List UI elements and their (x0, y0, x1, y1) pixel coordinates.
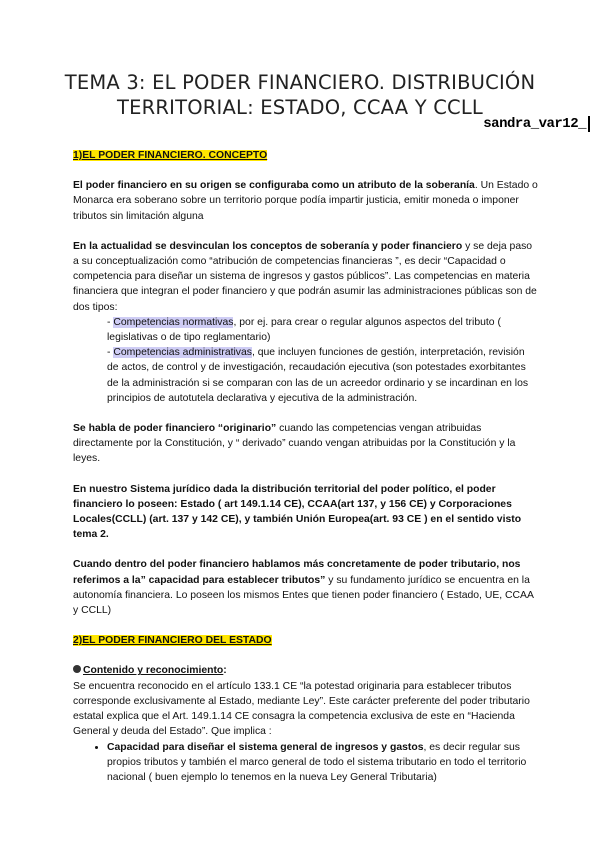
document-body (73, 148, 538, 785)
paragraph-tax-power: Cuando dentro del poder financiero hablamos más concretamente de poder tributario, nos referimos a la” capacidad para establecer tributos” y su fundamento jurídico se encuentra en la autonomía financiera. Lo poseen los mismos Entes que tienen poder financiero ( Estado, UE, CCAA y CCLL) (73, 559, 534, 617)
list-item-administrative: - Competencias administrativas, que incluyen funciones de gestión, interpretación, revisión de actos, de control y de investigación, recaudación ejecutiva (son potestades exorbitantes de la administración si se comparan con las de un acreedor ordinario y se incardinan en los principios de autotutela declarativa y ejecutiva de la administración. (107, 347, 529, 404)
paragraph-recognition: Se encuentra reconocido en el artículo 133.1 CE “la potestad originaria para establecer tributos corresponde exclusivamente al Estado, mediante Ley”. Este carácter preferente del poder tributario estatal explica que el Art. 149.1.14 CE consagra la competencia exclusiva de este en “Hacienda General y deuda del Estado”. Que implica : (73, 680, 530, 738)
author-watermark: sandra_var12_ (483, 116, 590, 132)
paragraph-originario: Se habla de poder financiero “originario” cuando las competencias vengan atribuidas directamente por la Constitución, y “ derivado” cuando vengan atribuidas por la Constitución y la leyes. (73, 423, 516, 465)
paragraph-current: En la actualidad se desvinculan los conceptos de soberanía y poder financiero y se deja paso a su conceptualización como “atribución de competencias financieras ”, es decir “Capacidad o competencia para diseñar un sistema de ingresos y gastos públicos”. Las competencias en materia financiera que integran el poder financiero y que podrán asumir las administraciones públicas son de dos tipos: (73, 240, 537, 313)
bullet-list (73, 740, 538, 786)
section-2-heading: 2)EL PODER FINANCIERO DEL ESTADO (73, 635, 272, 647)
bullet-dot-icon (73, 665, 81, 673)
paragraph-distribution: En nuestro Sistema jurídico dada la distribución territorial del poder político, el poder financiero lo poseen: Estado ( art 149.1.14 CE), CCAA(art 137, y 156 CE) y Corporaciones Locales(CCLL) (art. 137 y 142 CE), y también Unión Europea(art. 93 CE ) en el sentido visto tema 2. (73, 483, 522, 541)
paragraph-origin: El poder financiero en su origen se configuraba como un atributo de la soberanía. Un Estado o Monarca era soberano sobre un territorio porque podía impartir justicia, emitir moneda o imponer tributos sin limitación alguna (73, 180, 538, 222)
page-title: TEMA 3: EL PODER FINANCIERO. DISTRIBUCIÓN TERRITORIAL: ESTADO, CCAA Y CCLL (64, 71, 536, 119)
subheading-content: Contenido y reconocimiento: (73, 663, 538, 678)
section-1-heading: 1)EL PODER FINANCIERO. CONCEPTO (73, 150, 268, 161)
list-item-normative: - Competencias normativas, por ej. para crear o regular algunos aspectos del tributo ( legislativas o de tipo reglamentario) (107, 316, 501, 344)
list-item: • Capacidad para diseñar el sistema general de ingresos y gastos, es decir regular sus propios tributos y también el marco general de todo el sistema tributario en todo el territorio nacional ( buen ejemplo lo tenemos en la nueva Ley General Tributaria) (107, 740, 538, 786)
